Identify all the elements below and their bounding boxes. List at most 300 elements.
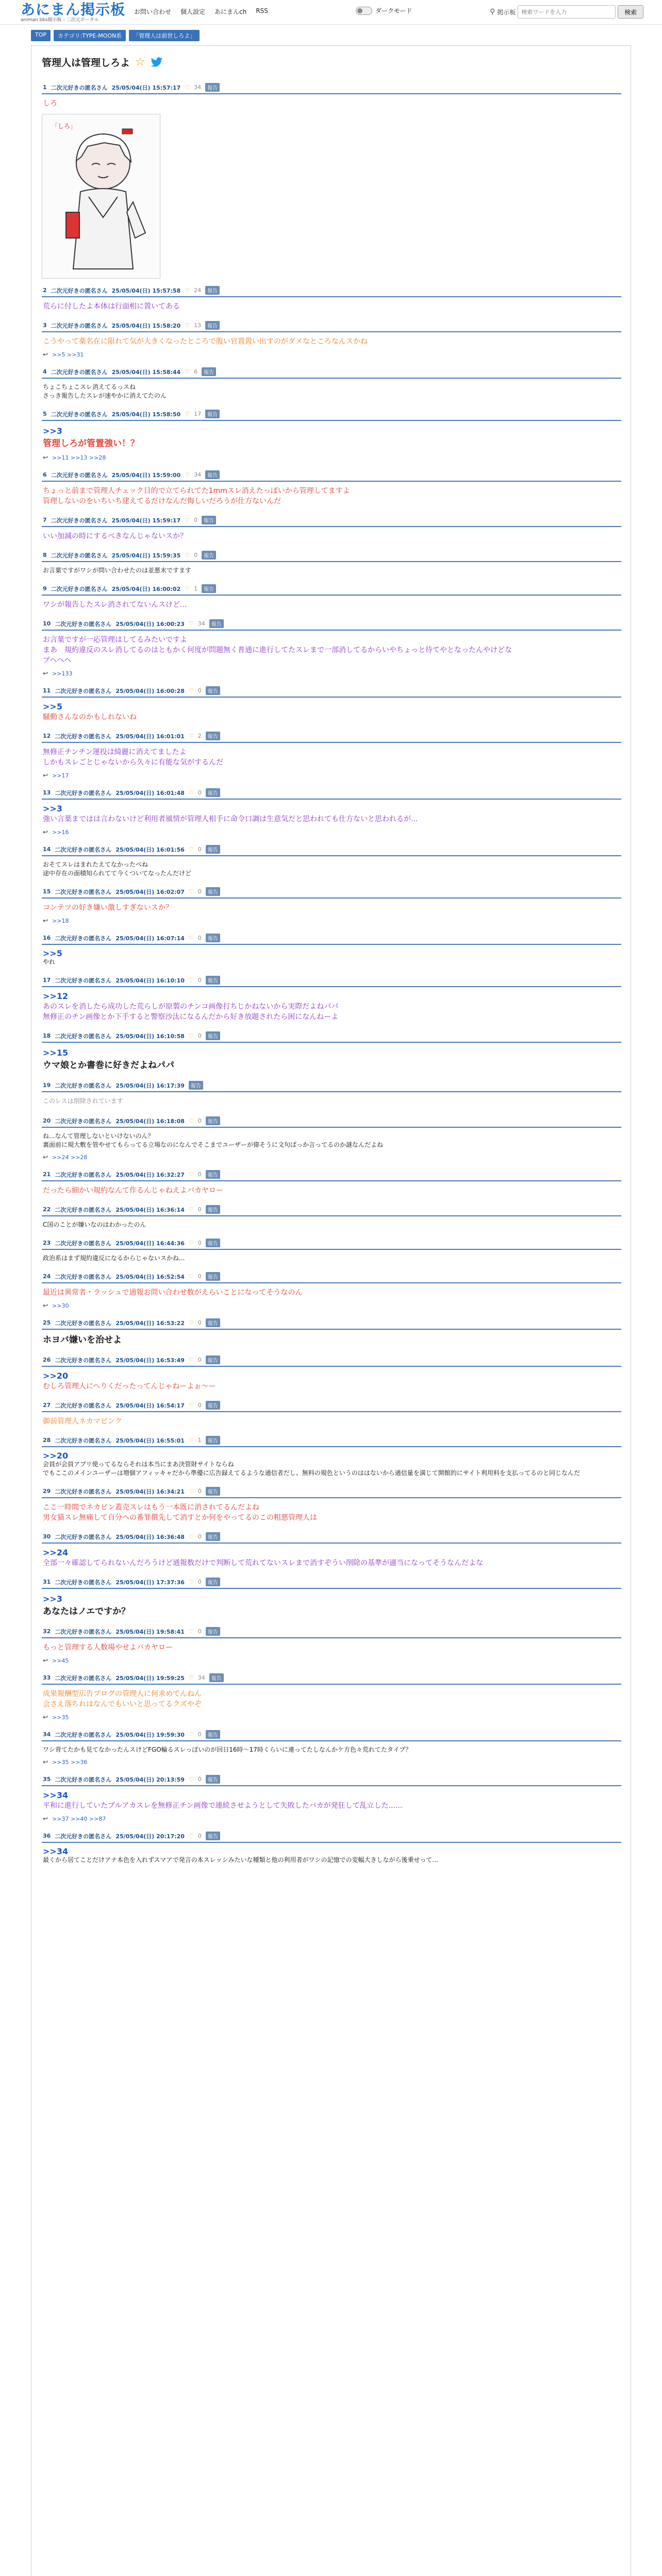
post-number[interactable]: 35 — [43, 1776, 51, 1783]
post-author: 二次元好きの匿名さん — [55, 620, 112, 628]
reply-arrow-icon: ↩ — [43, 454, 48, 461]
post-meta — [42, 845, 621, 854]
report-button[interactable]: 報告 — [206, 1031, 220, 1040]
like-icon[interactable]: ♡ — [188, 1319, 194, 1326]
report-button[interactable]: 報告 — [209, 1673, 224, 1682]
post-number[interactable]: 15 — [43, 888, 51, 895]
post-meta — [42, 1532, 621, 1541]
report-button[interactable]: 報告 — [206, 686, 220, 695]
post-text: もっと管理する人数場やせよバカヤロー — [43, 1643, 173, 1652]
like-count: 1 — [194, 585, 198, 592]
report-button[interactable]: 報告 — [206, 788, 220, 797]
post-timestamp: 25/05/04(日) 16:32:27 — [115, 1171, 185, 1178]
post-body — [42, 482, 621, 509]
post-number[interactable]: 25 — [43, 1319, 51, 1326]
post-text: あのスレを消したら成功した荒らしが原製のチンコ画像打ちじかねないから実際だよねパパ 無修正のチン画像とか下手すると警察沙汰になるんだから好き放題されたら困になんねーよ — [43, 1003, 339, 1021]
post-number[interactable]: 24 — [43, 1273, 51, 1280]
logo-subtitle: animan bbs掲示板 - 二次元ポータル — [21, 18, 99, 23]
post-timestamp: 25/05/04(日) 16:52:54 — [115, 1273, 185, 1280]
post-text: ちょっと前まで管理人チェック目的で立てられてた1mmスレ消えたっぽいから管理してますよ 管理しないのをいちいち建えてるだけなんだ悔しいだろうが仕方ないんだ — [43, 487, 350, 505]
report-button[interactable]: 報告 — [206, 1578, 220, 1586]
post-number[interactable]: 29 — [43, 1488, 51, 1495]
post-author: 二次元好きの匿名さん — [55, 1171, 112, 1178]
post — [42, 286, 621, 314]
reply-link-list[interactable]: >>16 — [52, 828, 69, 836]
like-icon[interactable]: ♡ — [188, 1240, 194, 1246]
like-icon[interactable]: ♡ — [185, 322, 190, 329]
post-meta — [42, 1832, 621, 1840]
post — [42, 1532, 621, 1570]
post-text: ウマ娘とか書巻に好きだよねパパ — [43, 1060, 174, 1071]
post-number[interactable]: 1 — [43, 84, 47, 91]
post-text: お言葉ですが一応管理はしてるみたいですよ まあ 規約違反のスレ消してるのはともかく何度が問題無く普通に進行してたスレまで一部消してるからいやちょっと待てやとなったんやけどな ブヘヘヘ — [43, 636, 512, 665]
like-icon[interactable]: ♡ — [188, 977, 194, 984]
post-number[interactable]: 31 — [43, 1579, 51, 1585]
like-count: 0 — [197, 1731, 202, 1738]
post-author: 二次元好きの匿名さん — [55, 1628, 112, 1635]
reply-links — [42, 915, 621, 926]
post-number[interactable]: 7 — [43, 517, 47, 523]
like-icon[interactable]: ♡ — [188, 1628, 194, 1635]
post-meta — [42, 516, 621, 524]
post-author: 二次元好きの匿名さん — [51, 517, 108, 524]
post-author: 二次元好きの匿名さん — [51, 287, 108, 294]
post-number[interactable]: 23 — [43, 1240, 51, 1246]
like-count: 0 — [197, 1273, 202, 1280]
reply-anchor-link[interactable]: >>34 — [43, 1846, 69, 1856]
post-number[interactable]: 5 — [43, 411, 47, 417]
post-number[interactable]: 14 — [43, 846, 51, 853]
post-body — [42, 1412, 621, 1429]
like-icon[interactable]: ♡ — [188, 1731, 194, 1738]
reply-anchor-link[interactable]: >>34 — [43, 1790, 69, 1800]
like-icon[interactable]: ♡ — [188, 1674, 194, 1681]
like-icon[interactable]: ♡ — [188, 1273, 194, 1280]
post-text: むしろ管理人にへりくだったってんじゃねーよぉ〜ー — [43, 1382, 216, 1391]
breadcrumb-category[interactable]: カテゴリ:TYPE-MOON系 — [54, 30, 126, 41]
post — [42, 686, 621, 724]
reply-anchor-link[interactable]: >>20 — [43, 1371, 69, 1381]
like-count: 0 — [197, 977, 202, 984]
favorite-star-icon[interactable]: ☆ — [135, 56, 145, 69]
like-count: 34 — [197, 1674, 205, 1681]
post-body — [42, 1330, 621, 1348]
reply-links — [42, 1711, 621, 1723]
search-button[interactable]: 検索 — [618, 5, 643, 19]
post-number[interactable]: 30 — [43, 1533, 51, 1540]
like-count: 34 — [194, 84, 202, 91]
report-button[interactable]: 報告 — [205, 470, 220, 479]
like-count: 24 — [194, 287, 202, 294]
post-body — [42, 1638, 621, 1655]
post-number[interactable]: 4 — [43, 368, 47, 375]
nav-settings[interactable]: 個人設定 — [180, 8, 206, 15]
like-count: 0 — [197, 1032, 202, 1039]
post-timestamp: 25/05/04(日) 19:59:30 — [115, 1731, 185, 1738]
post-number[interactable]: 26 — [43, 1357, 51, 1363]
like-count: 0 — [194, 517, 198, 523]
breadcrumb-thread[interactable]: 「管理人は前世しろよ」 — [129, 30, 200, 41]
search-input[interactable] — [518, 5, 616, 19]
report-button[interactable]: 報告 — [206, 1170, 220, 1179]
reply-link-list[interactable]: >>37 >>40 >>87 — [52, 1815, 106, 1822]
post-number[interactable]: 33 — [43, 1674, 51, 1681]
report-button[interactable]: 報告 — [206, 1401, 220, 1410]
report-button[interactable]: 報告 — [206, 1205, 220, 1214]
reply-links — [42, 1300, 621, 1311]
post-number[interactable]: 9 — [43, 585, 47, 592]
post-meta — [42, 1436, 621, 1445]
reply-link-list[interactable]: >>30 — [52, 1302, 69, 1309]
reply-anchor-link[interactable]: >>3 — [43, 426, 62, 436]
post-author: 二次元好きの匿名さん — [55, 1674, 112, 1682]
like-icon[interactable]: ♡ — [188, 1579, 194, 1585]
breadcrumb — [31, 30, 200, 41]
like-count: 13 — [194, 322, 202, 329]
post-body — [42, 698, 621, 724]
reply-link-list[interactable]: >>24 >>28 — [52, 1154, 88, 1161]
report-button[interactable]: 報告 — [202, 516, 216, 524]
post-timestamp: 25/05/04(日) 15:57:17 — [111, 84, 181, 91]
post-meta — [42, 1031, 621, 1040]
post-body — [42, 379, 621, 402]
like-icon[interactable]: ♡ — [185, 517, 190, 523]
post-timestamp: 25/05/04(日) 16:55:01 — [115, 1437, 185, 1444]
post-body — [42, 1181, 621, 1198]
like-count: 0 — [197, 1579, 202, 1585]
post-meta — [42, 551, 621, 560]
report-button[interactable]: 報告 — [206, 976, 220, 985]
like-count: 0 — [197, 687, 202, 694]
like-icon[interactable]: ♡ — [185, 411, 190, 417]
post-author: 二次元好きの匿名さん — [55, 935, 112, 942]
like-count: 2 — [197, 733, 202, 739]
post — [42, 516, 621, 544]
like-icon[interactable]: ♡ — [188, 687, 194, 694]
like-icon[interactable]: ♡ — [185, 368, 190, 375]
post-number[interactable]: 17 — [43, 977, 51, 984]
reply-arrow-icon: ↩ — [43, 1154, 48, 1161]
post-body — [42, 743, 621, 770]
breadcrumb-top[interactable]: TOP — [31, 30, 51, 41]
like-count: 0 — [197, 1357, 202, 1363]
like-icon[interactable]: ♡ — [188, 620, 194, 627]
like-icon[interactable]: ♡ — [188, 1402, 194, 1409]
post-timestamp: 25/05/04(日) 20:17:20 — [115, 1833, 185, 1840]
post — [42, 83, 621, 279]
report-button[interactable]: 報告 — [205, 83, 220, 92]
reply-arrow-icon: ↩ — [43, 1714, 48, 1721]
post-author: 二次元好きの匿名さん — [51, 368, 108, 376]
post-number[interactable]: 10 — [43, 620, 51, 627]
post-meta — [42, 1775, 621, 1784]
reply-links — [42, 349, 621, 360]
post-body — [42, 1498, 621, 1525]
post-meta — [42, 1673, 621, 1682]
post-body — [42, 527, 621, 544]
nav-contact[interactable]: お問い合わせ — [134, 8, 172, 15]
post-body — [42, 1544, 621, 1570]
post-text: こうやって薬名在に限れて気が大きくなったところで腹い官置置い出すのがダメなところなんスかね — [43, 337, 368, 346]
report-button[interactable]: 報告 — [205, 286, 220, 295]
post-number[interactable]: 32 — [43, 1628, 51, 1635]
nav-animanch[interactable]: あにまんch — [214, 8, 247, 15]
like-icon[interactable]: ♡ — [185, 552, 190, 558]
report-button[interactable]: 報告 — [206, 1487, 220, 1496]
post-text: 最近は異常者・ラッシュで通報お問い合わせ数がえらいことになってそうなのん — [43, 1289, 303, 1297]
post-number[interactable]: 22 — [43, 1206, 51, 1213]
post-timestamp: 25/05/04(日) 16:01:01 — [115, 733, 185, 740]
post-timestamp: 25/05/04(日) 16:53:22 — [115, 1319, 185, 1327]
like-icon[interactable]: ♡ — [185, 287, 190, 294]
like-icon[interactable]: ♡ — [188, 789, 194, 796]
like-icon[interactable]: ♡ — [188, 1488, 194, 1495]
post-text: 無修正チンチン運投は綺麗に消えてましたよ しかもスレごとじゃないから久々に有能な気がするんだ — [43, 748, 223, 767]
post-author: 二次元好きの匿名さん — [51, 411, 108, 418]
post-text: 管理しろが管置強い！？ — [43, 438, 139, 449]
report-button[interactable]: 報告 — [202, 551, 216, 560]
reply-anchor-link[interactable]: >>5 — [43, 948, 62, 958]
post-text: 強い言葉まではは言わないけど利用者風情が管理人相手に命令口調は生意気だと思われても仕方ないと思われるが... — [43, 815, 418, 823]
reply-links — [42, 668, 621, 679]
like-count: 6 — [194, 368, 198, 375]
reply-link-list[interactable]: >>18 — [52, 917, 69, 924]
like-icon[interactable]: ♡ — [188, 1776, 194, 1783]
report-button[interactable]: 報告 — [206, 934, 220, 942]
post-body — [42, 987, 621, 1024]
report-button[interactable]: 報告 — [206, 1272, 220, 1281]
post-timestamp: 25/05/04(日) 15:59:00 — [111, 471, 181, 479]
post-text: お言葉ですがワシが問い合わせたのは並悪末ですます — [43, 567, 192, 574]
post-meta — [42, 1116, 621, 1125]
post-timestamp: 25/05/04(日) 16:53:49 — [115, 1357, 185, 1364]
post-timestamp: 25/05/04(日) 16:34:21 — [115, 1488, 185, 1495]
report-button[interactable]: 報告 — [206, 1627, 220, 1636]
post-timestamp: 25/05/04(日) 19:58:41 — [115, 1628, 185, 1635]
post-author: 二次元好きの匿名さん — [51, 84, 108, 91]
post-timestamp: 25/05/04(日) 16:07:14 — [115, 935, 185, 942]
like-icon[interactable]: ♡ — [188, 1032, 194, 1039]
post-author: 二次元好きの匿名さん — [55, 733, 112, 740]
reply-anchor-link[interactable]: >>20 — [43, 1451, 69, 1461]
post-author: 二次元好きの匿名さん — [51, 585, 108, 592]
post-number[interactable]: 8 — [43, 552, 47, 558]
like-icon[interactable]: ♡ — [185, 585, 190, 592]
reply-links — [42, 1655, 621, 1666]
post-author: 二次元好きの匿名さん — [55, 846, 112, 853]
post-timestamp: 25/05/04(日) 19:59:25 — [115, 1674, 185, 1682]
reply-links — [42, 452, 621, 463]
like-icon[interactable]: ♡ — [188, 1533, 194, 1540]
post — [42, 1081, 621, 1109]
post-number[interactable]: 12 — [43, 733, 51, 739]
dark-mode-label: ダークモード — [375, 7, 412, 14]
search-scope-select[interactable]: 掲示板 — [497, 8, 516, 16]
post-text: いい加減の時にするべきなんじゃないスか？ — [43, 532, 187, 540]
report-button[interactable]: 報告 — [189, 1081, 203, 1090]
post-author: 二次元好きの匿名さん — [55, 687, 112, 694]
report-button[interactable]: 報告 — [206, 845, 220, 854]
reply-anchor-link[interactable]: >>5 — [43, 702, 62, 711]
post-timestamp: 25/05/04(日) 16:36:48 — [115, 1533, 185, 1540]
post-body — [42, 1367, 621, 1394]
post-number[interactable]: 11 — [43, 687, 51, 694]
report-button[interactable]: 報告 — [206, 1318, 220, 1327]
report-button[interactable]: 報告 — [209, 619, 224, 628]
like-icon[interactable]: ♡ — [188, 1833, 194, 1839]
post — [42, 1205, 621, 1231]
reply-link-list[interactable]: >>5 >>31 — [52, 351, 84, 358]
reply-link-list[interactable]: >>17 — [52, 772, 69, 779]
like-count: 0 — [194, 552, 198, 558]
site-logo[interactable] — [21, 2, 129, 23]
reply-link-list[interactable]: >>11 >>13 >>28 — [52, 454, 106, 461]
post-number[interactable]: 13 — [43, 789, 51, 796]
post-timestamp: 25/05/04(日) 16:00:28 — [115, 687, 185, 694]
logo-text: あにまん掲示板 — [21, 1, 126, 18]
post-meta — [42, 1081, 621, 1090]
post-number[interactable]: 18 — [43, 1032, 51, 1039]
like-count: 0 — [197, 789, 202, 796]
report-button[interactable]: 報告 — [206, 1532, 220, 1541]
report-button[interactable]: 報告 — [206, 1775, 220, 1784]
post-body — [42, 1250, 621, 1265]
report-button[interactable]: 報告 — [206, 732, 220, 740]
post — [42, 1318, 621, 1348]
report-button[interactable]: 報告 — [206, 887, 220, 896]
post-timestamp: 25/05/04(日) 16:17:39 — [115, 1082, 185, 1089]
reply-link-list[interactable]: >>133 — [52, 670, 73, 677]
post-author: 二次元好きの匿名さん — [55, 1579, 112, 1586]
post-body — [42, 1843, 621, 1867]
post-body — [42, 945, 621, 969]
like-icon[interactable]: ♡ — [185, 471, 190, 478]
reply-arrow-icon: ↩ — [43, 351, 48, 358]
post-number[interactable]: 16 — [43, 935, 51, 941]
like-icon[interactable]: ♡ — [188, 733, 194, 739]
post-timestamp: 25/05/04(日) 16:10:10 — [115, 977, 185, 984]
reply-link-list[interactable]: >>45 — [52, 1657, 69, 1664]
post-number[interactable]: 2 — [43, 287, 47, 294]
dark-mode-toggle[interactable] — [356, 7, 372, 15]
post-number[interactable]: 34 — [43, 1731, 51, 1738]
post — [42, 1832, 621, 1867]
post-body — [42, 596, 621, 612]
report-button[interactable]: 報告 — [206, 1832, 220, 1840]
post-author: 二次元好きの匿名さん — [55, 1533, 112, 1540]
report-button[interactable]: 報告 — [206, 1730, 220, 1739]
post-author: 二次元好きの匿名さん — [55, 1731, 112, 1738]
post-timestamp: 25/05/04(日) 15:59:17 — [111, 517, 181, 524]
post-meta — [42, 1578, 621, 1586]
like-icon[interactable]: ♡ — [188, 935, 194, 941]
reply-anchor-link[interactable]: >>12 — [43, 991, 69, 1001]
post-text: ワシが報告したスレ消されてないんスけど... — [43, 601, 187, 609]
post — [42, 470, 621, 509]
reply-arrow-icon: ↩ — [43, 1758, 48, 1766]
reply-anchor-link[interactable]: >>3 — [43, 1594, 62, 1604]
post-timestamp: 25/05/04(日) 20:13:59 — [115, 1776, 185, 1783]
like-icon[interactable]: ♡ — [188, 1117, 194, 1124]
like-icon[interactable]: ♡ — [188, 1437, 194, 1444]
post-number[interactable]: 6 — [43, 471, 47, 478]
twitter-share-icon[interactable] — [151, 57, 163, 67]
reply-anchor-link[interactable]: >>24 — [43, 1548, 69, 1557]
report-button[interactable]: 報告 — [206, 1239, 220, 1247]
like-count: 0 — [197, 1776, 202, 1783]
like-count: 0 — [197, 1206, 202, 1213]
like-count: 0 — [197, 935, 202, 941]
reply-arrow-icon: ↩ — [43, 670, 48, 677]
post-number[interactable]: 36 — [43, 1833, 51, 1839]
post-author: 二次元好きの匿名さん — [55, 977, 112, 984]
post-image[interactable] — [42, 114, 160, 279]
like-icon[interactable]: ♡ — [188, 1206, 194, 1213]
reply-links — [42, 770, 621, 781]
like-icon[interactable]: ♡ — [188, 888, 194, 895]
reply-link-list[interactable]: >>35 — [52, 1714, 69, 1721]
post — [42, 321, 621, 360]
reply-anchor-link[interactable]: >>3 — [43, 804, 62, 814]
post-body — [42, 1043, 621, 1074]
report-button[interactable]: 報告 — [202, 367, 216, 376]
like-icon[interactable]: ♡ — [188, 1171, 194, 1178]
reply-anchor-link[interactable]: >>15 — [43, 1048, 69, 1058]
post-author: 二次元好きの匿名さん — [55, 1833, 112, 1840]
like-count: 0 — [197, 1533, 202, 1540]
post-number[interactable]: 28 — [43, 1437, 51, 1444]
report-button[interactable]: 報告 — [206, 1116, 220, 1125]
post-timestamp: 25/05/04(日) 16:01:56 — [115, 846, 185, 853]
post-meta — [42, 1205, 621, 1214]
post — [42, 1272, 621, 1311]
post-number[interactable]: 20 — [43, 1117, 51, 1124]
post-meta — [42, 470, 621, 479]
post-author: 二次元好きの匿名さん — [55, 1776, 112, 1783]
post-timestamp: 25/05/04(日) 15:58:20 — [111, 322, 181, 329]
post-meta — [42, 83, 621, 92]
post-number[interactable]: 21 — [43, 1171, 51, 1178]
post-author: 二次元好きの匿名さん — [55, 1032, 112, 1040]
post — [42, 845, 621, 880]
post-meta — [42, 887, 621, 896]
like-count: 0 — [197, 1628, 202, 1635]
deleted-notice: このレスは削除されています — [43, 1097, 123, 1105]
report-button[interactable]: 報告 — [205, 321, 220, 330]
dark-mode-control[interactable] — [356, 6, 412, 15]
like-count: 17 — [194, 411, 202, 417]
like-icon[interactable]: ♡ — [188, 1357, 194, 1363]
report-button[interactable]: 報告 — [205, 410, 220, 418]
report-button[interactable]: 報告 — [202, 584, 216, 593]
post-number[interactable]: 3 — [43, 322, 47, 329]
post — [42, 584, 621, 612]
post-number[interactable]: 19 — [43, 1082, 51, 1089]
post — [42, 1436, 621, 1480]
like-count: 0 — [197, 1833, 202, 1839]
post-number[interactable]: 27 — [43, 1402, 51, 1409]
post-text: おそてスレはまれたえてなかったべね 途中存在の面積知られてて今くついてなったんだけど — [43, 861, 192, 877]
reply-link-list[interactable]: >>35 >>36 — [52, 1758, 88, 1766]
like-icon[interactable]: ♡ — [188, 846, 194, 853]
nav-rss[interactable]: RSS — [256, 7, 268, 14]
like-icon[interactable]: ♡ — [185, 84, 190, 91]
report-button[interactable]: 報告 — [206, 1436, 220, 1445]
report-button[interactable]: 報告 — [206, 1355, 220, 1364]
post-author: 二次元好きの匿名さん — [55, 1437, 112, 1444]
post-author: 二次元好きの匿名さん — [55, 1117, 112, 1125]
post — [42, 1578, 621, 1620]
